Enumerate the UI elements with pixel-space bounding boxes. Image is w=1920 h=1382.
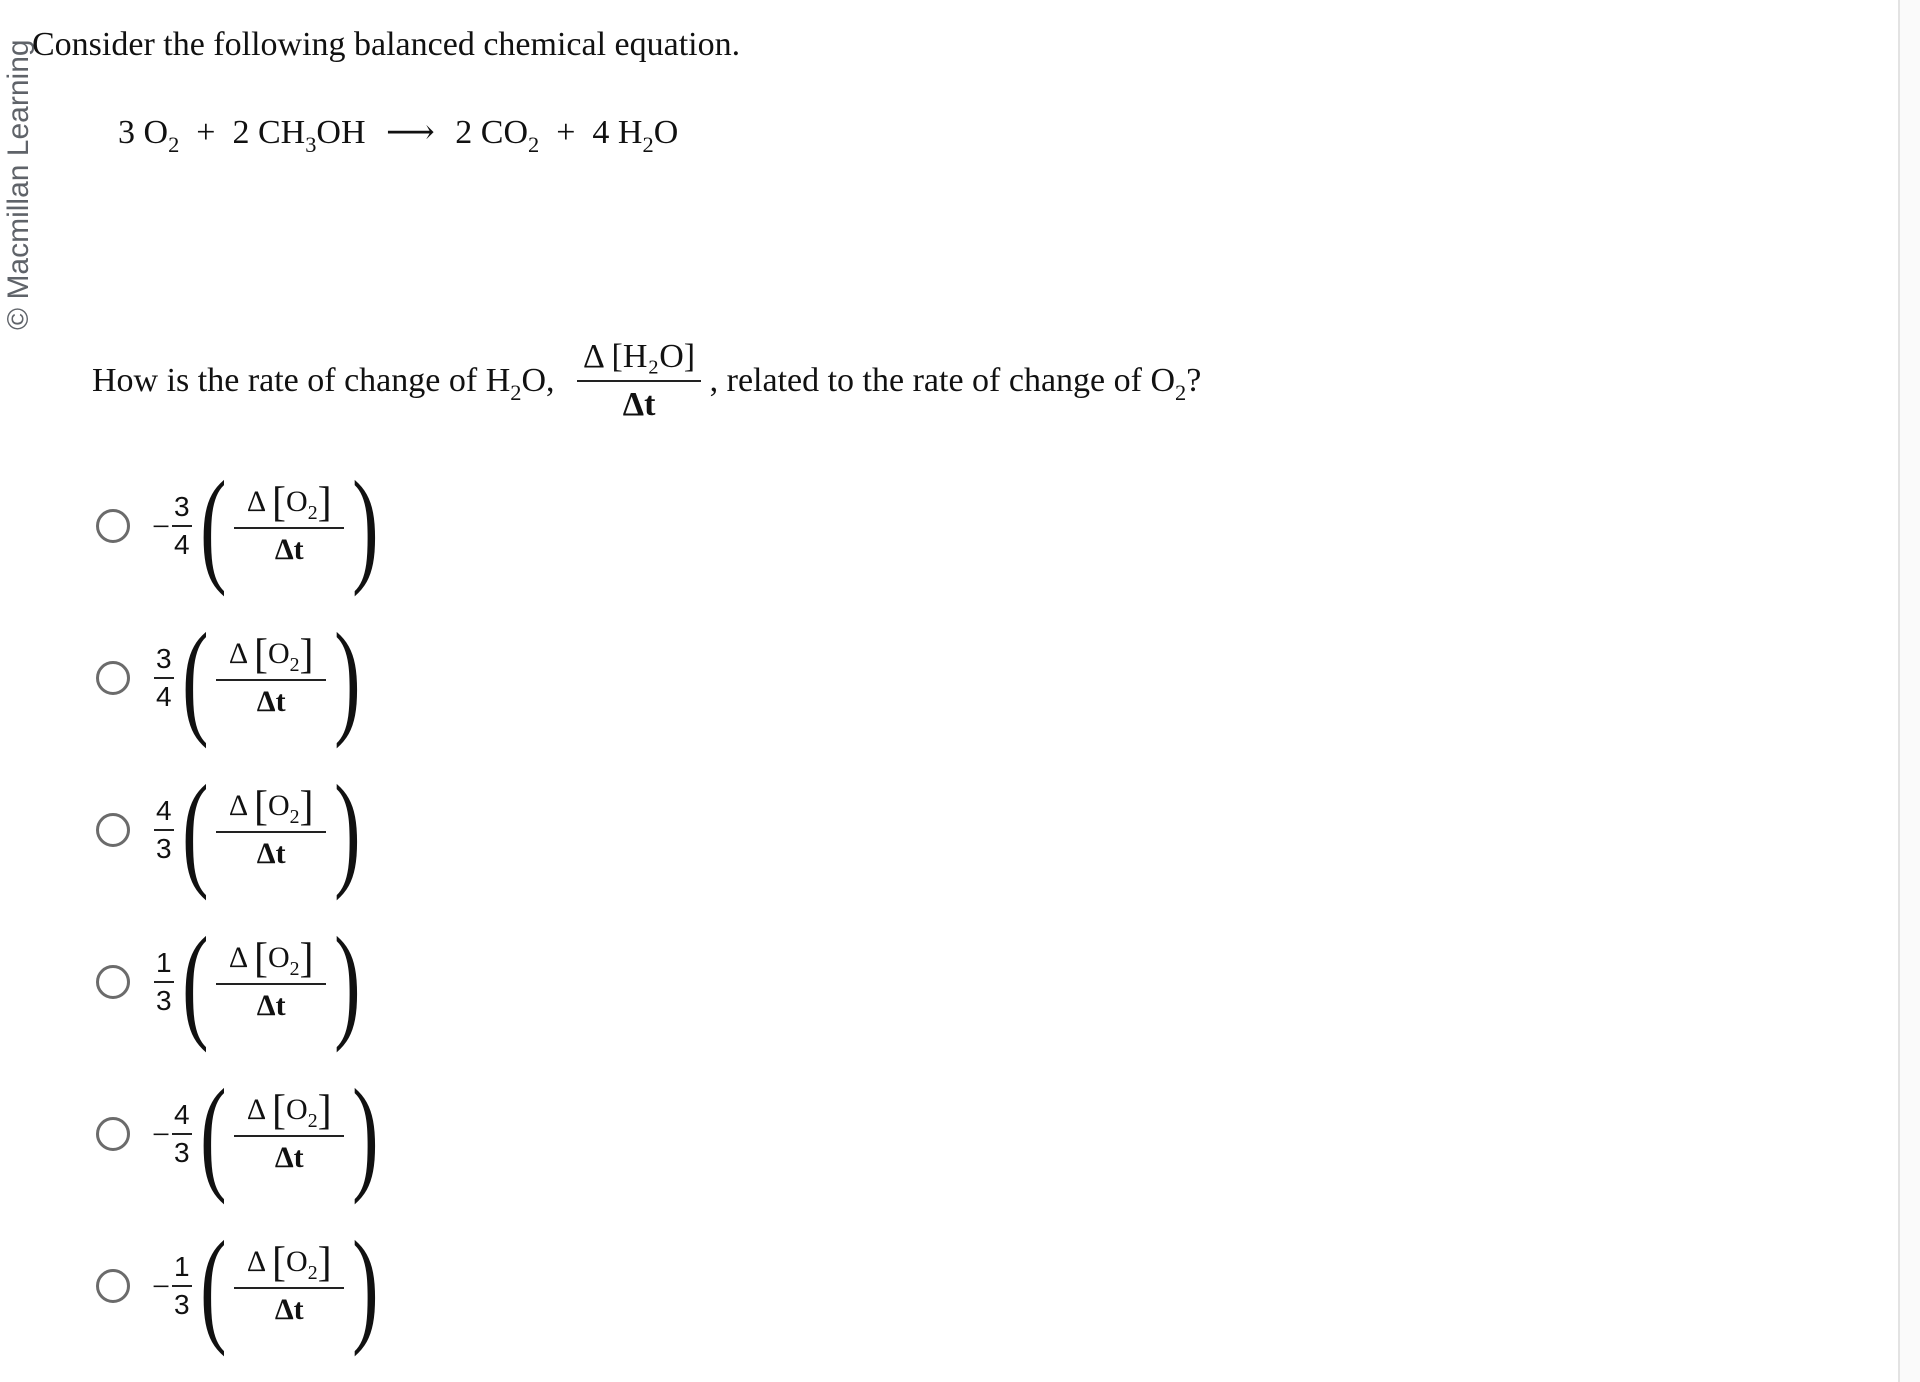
- answer-option-6[interactable]: [96, 1210, 387, 1362]
- right-paren: ): [352, 455, 379, 597]
- coefficient-numerator: 4: [174, 1099, 190, 1130]
- reaction-arrow: ⟶: [386, 114, 435, 151]
- rhs-term-2: 4 $H_2O$: [592, 114, 679, 157]
- option-expression: [152, 1063, 387, 1205]
- answer-option-1[interactable]: [96, 450, 387, 602]
- right-paren: ): [334, 607, 361, 749]
- coefficient-fraction: [172, 1249, 192, 1323]
- problem-intro: Consider the following balanced chemical equation.: [32, 26, 741, 63]
- radio-button[interactable]: [96, 965, 130, 999]
- option-sign: −: [152, 1267, 171, 1304]
- right-paren: ): [334, 759, 361, 901]
- coefficient-fraction: [154, 793, 174, 867]
- coefficient-numerator: 3: [156, 643, 172, 674]
- rate-o2-fraction: $\frac{\Delta [O_2]}{\Delta t}$: [216, 637, 326, 719]
- rate-o2-fraction: $\frac{\Delta [O_2]}{\Delta t}$: [234, 485, 344, 567]
- rhs-term-1: 2 $CO_2$: [455, 114, 540, 157]
- rate-o2-fraction: $\frac{\Delta [O_2]}{\Delta t}$: [234, 1093, 344, 1175]
- copyright-watermark: © Macmillan Learning: [2, 39, 35, 330]
- answer-options: [96, 450, 387, 1362]
- answer-option-2[interactable]: [96, 602, 387, 754]
- scrollbar-track[interactable]: [1898, 0, 1920, 1382]
- radio-button[interactable]: [96, 1117, 130, 1151]
- coefficient-fraction: [154, 641, 174, 715]
- radio-button[interactable]: [96, 509, 130, 543]
- rate-o2-fraction: $\frac{\Delta [O_2]}{\Delta t}$: [216, 789, 326, 871]
- chemical-equation: 3 $O_2 + 2$ $CH_3OH$ ⟶ 2 $CO_2 + 4$ $H_2O$: [118, 114, 679, 157]
- question-prompt: [92, 338, 1201, 458]
- question-text-start: How is the rate of change of $H_2O$,: [92, 362, 555, 405]
- left-paren: (: [181, 911, 209, 1053]
- left-paren: (: [181, 607, 209, 749]
- option-expression: [152, 911, 369, 1053]
- rate-o2-fraction: $\frac{\Delta [O_2]}{\Delta t}$: [216, 941, 326, 1023]
- rate-h2o-fraction: $\frac{\text{Δ [H₂O]}}{\Delta t}$: [577, 338, 701, 424]
- coefficient-denominator: 3: [174, 1137, 190, 1168]
- coefficient-denominator: 4: [156, 681, 172, 712]
- answer-option-3[interactable]: [96, 754, 387, 906]
- coefficient-denominator: 3: [174, 1289, 190, 1320]
- answer-option-5[interactable]: [96, 1058, 387, 1210]
- coefficient-fraction: [154, 945, 174, 1019]
- coefficient-fraction: [172, 1097, 192, 1171]
- radio-button[interactable]: [96, 813, 130, 847]
- option-expression: [152, 607, 369, 749]
- option-sign: −: [152, 507, 171, 544]
- coefficient-denominator: 3: [156, 985, 172, 1016]
- option-expression: [152, 759, 369, 901]
- coefficient-denominator: 3: [156, 833, 172, 864]
- left-paren: (: [199, 1215, 227, 1357]
- lhs-term-1: 3 $O_2$: [118, 114, 180, 157]
- left-paren: (: [199, 1063, 227, 1205]
- coefficient-denominator: 4: [174, 529, 190, 560]
- coefficient-numerator: 4: [156, 795, 172, 826]
- lhs-term-2: 2 $CH_3OH$: [232, 114, 366, 157]
- coefficient-fraction: [172, 489, 192, 563]
- option-sign: −: [152, 1115, 171, 1152]
- option-expression: [152, 455, 387, 597]
- left-paren: (: [199, 455, 227, 597]
- rate-o2-fraction: $\frac{\Delta [O_2]}{\Delta t}$: [234, 1245, 344, 1327]
- coefficient-numerator: 3: [174, 491, 190, 522]
- question-text-end: , related to the rate of change of $O_2$?: [709, 362, 1202, 405]
- coefficient-numerator: 1: [156, 947, 172, 978]
- right-paren: ): [334, 911, 361, 1053]
- left-paren: (: [181, 759, 209, 901]
- option-expression: [152, 1215, 387, 1357]
- right-paren: ): [352, 1215, 379, 1357]
- radio-button[interactable]: [96, 1269, 130, 1303]
- right-paren: ): [352, 1063, 379, 1205]
- answer-option-4[interactable]: [96, 906, 387, 1058]
- radio-button[interactable]: [96, 661, 130, 695]
- coefficient-numerator: 1: [174, 1251, 190, 1282]
